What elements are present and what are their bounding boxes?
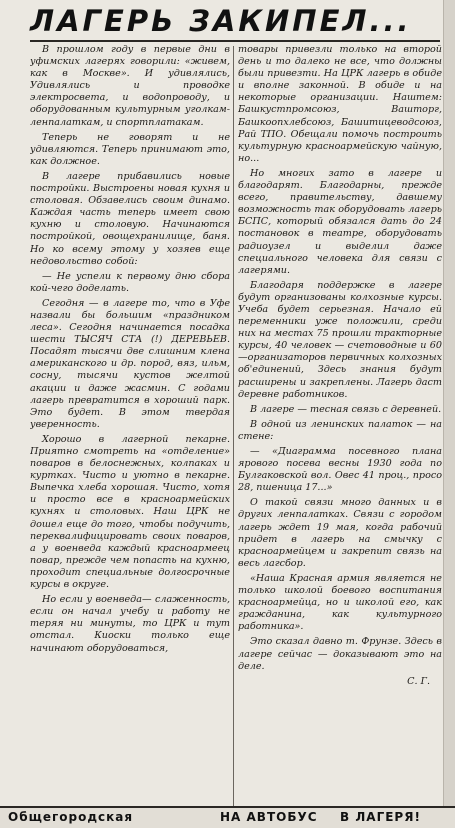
next-headline-middle: НА АВТОБУС [220, 810, 318, 824]
paragraph: В одной из ленинских палаток — на стене: [238, 418, 442, 442]
paragraph: Хорошо в лагерной пекарне. Приятно смотреть на «отделение» поваров в белоснежных, колпаках и куртках. Чисто и уютно в пекарне. Выпечка хлеба хорошая. Чисто, хотя и просто все в красноармейских кухнях и столовых. Наш ЦРК не дошел еще до того, чтобы подучить, переквалифицировать своих поваров, а у военведа каждый красноармеец повар, прежде чем попасть на кухню, проходит специальные долгосрочные курсы в округе. [30, 433, 230, 591]
article-right-column [238, 44, 442, 806]
paragraph: В лагере — тесная связь с деревней. [250, 403, 442, 415]
author-signature: С. Г. [407, 675, 430, 687]
page-edge [443, 0, 455, 826]
next-headline-right: В ЛАГЕРЯ! [340, 810, 421, 824]
column-divider [233, 46, 234, 808]
next-headline-left: Общегородская [8, 810, 134, 824]
paragraph: — «Диаграмма посевного плана ярового посева весны 1930 года по Булгаковской вол. Овес 41 проц., просо 28, пшеница 17...» [238, 446, 442, 494]
paragraph: В прошлом году в первые дни в уфимских лагерях говорили: «живем, как в Москве». И удивлялись, Удивлялись и проводке электросвета, и водопроводу, и оборудованным культурным уголкам-ленпалаткам, и спортплатакам. [30, 44, 230, 128]
paragraph: — Не успели к первому дню сбора кой-чего доделать. [30, 270, 230, 294]
paragraph: Но если у военведа— слаженность, если он начал учебу и работу не теряя ни минуты, то ЦРК и тут отстал. Киоски только еще начинают оборудоваться, [30, 594, 230, 654]
paragraph: «Наша Красная армия является не только школой боевого воспитания красноармейца, но и школой его, как гражданина, как культурного работника». [238, 572, 442, 633]
paragraph: Благодаря поддержке в лагере будут организованы колхозные курсы. Учеба будет серьезная. Начало ей переменники уже положили, среди них на местах 75 прошли тракторные курсы, 40 человек — счетоводные и 60—организаторов первичных колхозных об'единений, Здесь знания будут расширены и закреплены. Лагерь даст деревне работников. [238, 279, 442, 400]
headline: ЛАГЕРЬ ЗАКИПЕЛ... [30, 4, 412, 38]
paragraph: Теперь не говорят и не удивляются. Теперь принимают это, как должное. [30, 131, 230, 167]
paragraph: товары привезли только на второй день и то далеко не все, что должны были привезти. На ЦРК лагерь в обиде и вполне законной. В обиде и на некоторые организации. Наштем: Башкустпромсоюз, Вашторг, Башкоопхлебсоюз, Башитицеводсоюз, Рай ТПО. Обещали помочь построить культурную красноармейскую чайную, но... [238, 44, 442, 164]
paragraph: Но многих зато в лагере и благодарят. Благодарны, прежде всего, правительству, давшему возможность так оборудовать лагерь БСПС, который обязался дать до 24 постановок в театре, оборудовать радиоузел и выделил даже специального человека для связи с лагерями. [238, 167, 442, 276]
paragraph: Это сказал давно т. Фрунзе. Здесь в лагере сейчас — доказывают это на деле. [238, 636, 442, 672]
headline-rule [30, 40, 440, 42]
paragraph: В лагере прибавились новые постройки. Выстроены новая кухня и столовая. Обзавелись своим динамо. Каждая часть теперь имеет свою кухню и столовую. Начинаются постройкой, овощехранилище, баня. Но ко всему этому у хозяев еще недовольство собой: [30, 170, 230, 267]
paragraph: О такой связи много данных и в других ленпалатках. Связи с городом лагерь ждет 19 мая, когда рабочий придет в лагерь на смычку с красноармейцем и закрепит связь на весь лагсбор. [238, 497, 442, 569]
article-left-column [30, 44, 230, 806]
next-article-headline-strip [0, 806, 455, 828]
paragraph: Сегодня — в лагере то, что в Уфе назвали бы большим «праздником леса». Сегодня начинается посадка шести ТЫСЯЧ СТА (!) ДЕРЕВЬЕВ. Посадят тысячи две слишним клена американского и др. пород, вяз, ильм, сосну, тысячи кустов желтой акации и даже жасмин. С годами лагерь превратится в хороший парк. Это будет. В этом твердая уверенность. [30, 297, 230, 430]
